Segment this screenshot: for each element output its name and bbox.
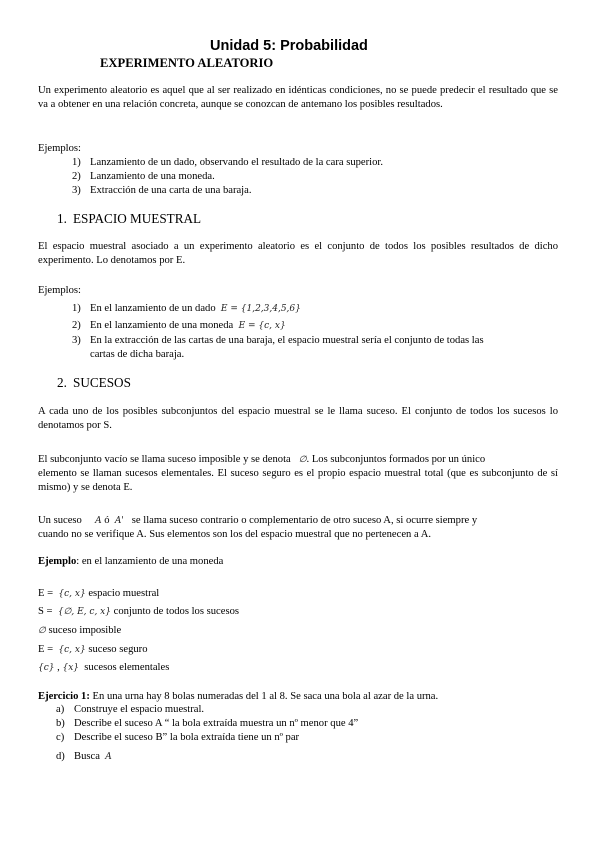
- list-item-text: cartas de dicha baraja.: [90, 349, 185, 360]
- section-heading-espacio-muestral: 1. ESPACIO MUESTRAL: [57, 211, 202, 226]
- math-formula: {c}: [38, 663, 55, 673]
- list-item-text: En la extracción de las cartas de una baraja, el espacio muestral sería el conjunto de todas las: [90, 335, 484, 346]
- paragraph-sucesos: A cada uno de los posibles subconjuntos del espacio muestral se le llama suceso. El conjunto de todos los sucesos lo denotamos por S.: [38, 406, 558, 431]
- example-row: E = {c, x} espacio muestral: [38, 588, 160, 599]
- example-row: {c} , {x} sucesos elementales: [38, 662, 170, 673]
- examples-label: Ejemplos:: [38, 143, 81, 154]
- math-formula: E = {c, x}: [238, 321, 286, 331]
- definition-espacio-muestral: El espacio muestral asociado a un experimento aleatorio es el conjunto de todos los posibles resultados de dicho experimento. Lo denotamos por E.: [38, 241, 558, 266]
- empty-set-symbol: ∅: [38, 626, 46, 636]
- paragraph-sucesos-elementales: elemento se llaman sucesos elementales. El suceso seguro es el propio espacio muestral total (que es subconjunto de sí mismo) y se denota E.: [38, 468, 558, 493]
- math-formula: A': [114, 516, 124, 526]
- example-row: S = {∅, E, c, x} conjunto de todos los sucesos: [38, 606, 239, 617]
- paragraph-line: El subconjunto vacío se llama suceso imposible y se denota ∅. Los subconjuntos formados por un único: [38, 454, 486, 465]
- math-formula: E = {1,2,3,4,5,6}: [220, 304, 301, 314]
- math-formula: {∅, E, c, x}: [57, 607, 111, 617]
- section-heading-experimento: EXPERIMENTO ALEATORIO: [100, 56, 274, 70]
- section-heading-sucesos: 2. SUCESOS: [57, 375, 131, 390]
- document-page: Unidad 5: Probabilidad EXPERIMENTO ALEATORIO Un experimento aleatorio es aquel que al ser realizado en idénticas condiciones, no se puede predecir el resultado que se va a obtener en una relación concreta, aunque se conozcan de antemano los posibles resultados. Ejemplos: 1) Lanzamiento de un dado, observando el resultado de la cara superior. 2) Lanzamiento de una moneda. 3) Extracción de una carta de una baraja. 1. ESPACIO MUESTRAL El espacio muestral asociado a un experimento aleatorio es el conjunto de todos los posibles resultados de dicho experimento. Lo denotamos por E. Ejemplos: 1) En el lanzamiento de un dado E = {1,2,3,4,5,6} 2) En el lanzamiento de una moneda E = {c, x} 3) En la extracción de las cartas de una baraja, el espacio muestral sería el conjunto de todas las cartas de dicha baraja. 2. SUCESOS A cada uno de los posibles subconjuntos del espacio muestral se le llama suceso. El conjunto de todos los sucesos lo denotamos por S. El subconjunto vacío se llama suceso imposible y se denota ∅. Los subconjuntos formados por un único elemento se llaman sucesos elementales. El suceso seguro es el propio espacio muestral total (que es subconjunto de sí mismo) y se denota E. Un suceso A ó A' se llama suceso contrario o complementario de otro suceso A, si ocurre siempre y cuando no se verifique A. Sus elementos son los del espacio muestral que no pertenecen a A. Ejemplo: en el lanzamiento de una moneda E = {c, x} espacio muestral S = {∅, E, c, x} conjunto de todos los sucesos ∅ suceso imposible E = {c, x} suceso seguro {c} , {x} sucesos elementales Ejercicio 1: En una urna hay 8 bolas numeradas del 1 al 8. Se saca una bola al azar de la urna. a) Construye el espacio muestral. b) Describe el suceso A “ la bola extraída muestra un nº menor que 4” c) Describe el suceso B” la bola extraída tiene un nº par d) Busca A: [38, 38, 558, 762]
- example-row: E = {c, x} suceso seguro: [38, 644, 148, 655]
- example-heading: Ejemplo: en el lanzamiento de una moneda: [38, 556, 224, 567]
- math-formula: {c, x}: [58, 645, 86, 655]
- math-formula: {x}: [62, 663, 79, 673]
- paragraph-line: cuando no se verifique A. Sus elementos son los del espacio muestral que no pertenecen a A.: [38, 529, 432, 540]
- math-formula: A: [95, 516, 102, 526]
- example-row: ∅ suceso imposible: [38, 625, 122, 636]
- definition-experimento: Un experimento aleatorio es aquel que al ser realizado en idénticas condiciones, no se puede predecir el resultado que se va a obtener en una relación concreta, aunque se conozcan de antemano los posibles resultados.: [38, 85, 558, 110]
- paragraph-line: Un suceso A ó A' se llama suceso contrario o complementario de otro suceso A, si ocurre siempre y: [38, 515, 478, 526]
- math-formula: {c, x}: [58, 589, 86, 599]
- exercise-statement: Ejercicio 1: En una urna hay 8 bolas numeradas del 1 al 8. Se saca una bola al azar de la urna.: [38, 691, 439, 702]
- empty-set-symbol: ∅: [298, 455, 307, 465]
- examples-label: Ejemplos:: [38, 285, 81, 296]
- math-formula: A: [105, 752, 112, 762]
- page-title: Unidad 5: Probabilidad: [210, 38, 368, 54]
